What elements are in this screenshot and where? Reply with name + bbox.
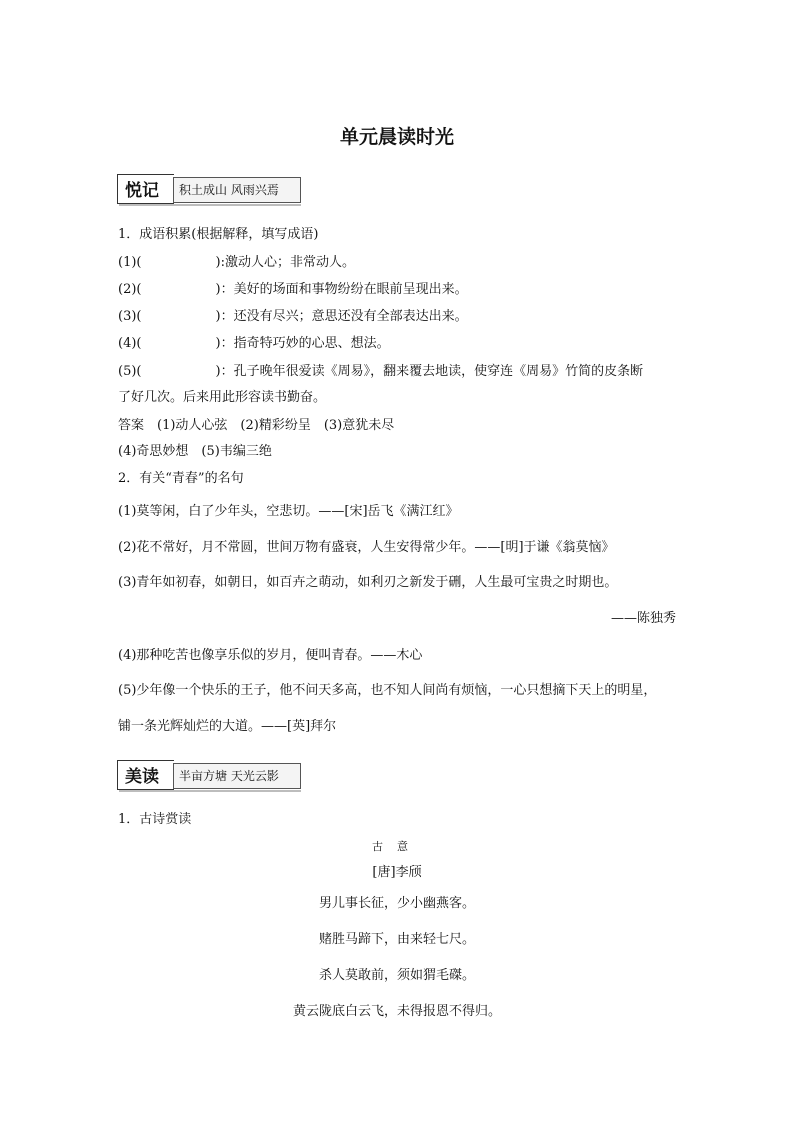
- poem-line: 男儿事长征，少小幽燕客。: [318, 896, 475, 911]
- section-banner-meidu: [117, 760, 303, 790]
- idiom-item: (1)( ):激动人心；非常动人。: [118, 255, 355, 270]
- idiom-item: (4)( )：指奇特巧妙的心思、想法。: [118, 336, 390, 351]
- quote-line: (2)花不常好，月不常圆，世间万物有盛衰，人生安得常少年。——[明]于谦《翁莫恼》: [118, 540, 615, 555]
- q2-heading: 2．有关“青春”的名句: [118, 471, 244, 486]
- idiom-item: (3)( )：还没有尽兴；意思还没有全部表达出来。: [118, 309, 468, 324]
- poem-line: 赌胜马蹄下，由来轻七尺。: [318, 932, 475, 947]
- idiom-item: (2)( )：美好的场面和事物纷纷在眼前呈现出来。: [118, 282, 468, 297]
- quote-line: (1)莫等闲，白了少年头，空悲切。——[宋]岳飞《满江红》: [118, 504, 459, 519]
- idiom-item-continuation: 了好几次。后来用此形容读书勤奋。: [118, 390, 327, 405]
- quote-line: 铺一条光辉灿烂的大道。——[英]拜尔: [118, 719, 337, 734]
- quote-line: (5)少年像一个快乐的王子，他不问天多高，也不知人间尚有烦恼，一心只想摘下天上的明星，: [118, 683, 657, 698]
- section-subtitle: 积土成山 风雨兴焉: [179, 183, 279, 197]
- quote-author: ——陈独秀: [610, 611, 676, 626]
- section-subtitle: 半亩方塘 天光云影: [179, 769, 279, 783]
- quote-line: (4)那种吃苦也像享乐似的岁月，便叫青春。——木心: [118, 648, 423, 663]
- idiom-item: (5)( )：孔子晚年很爱读《周易》，翻来覆去地读，使穿连《周易》竹简的皮条断: [118, 364, 644, 379]
- q1-heading: 1．成语积累(根据解释，填写成语): [118, 227, 319, 242]
- answer-line: (4)奇思妙想 (5)韦编三绝: [118, 444, 272, 459]
- poem-author: [唐]李颀: [372, 865, 422, 880]
- poem-line: 黄云陇底白云飞，未得报恩不得归。: [292, 1004, 501, 1019]
- section-banner-yueji: [117, 174, 303, 204]
- poem-title: 古意: [372, 840, 422, 853]
- section-key: 悦记: [125, 181, 159, 201]
- answer-line: 答案 (1)动人心弦 (2)精彩纷呈 (3)意犹未尽: [118, 418, 395, 433]
- section-key: 美读: [125, 767, 159, 787]
- quote-line: (3)青年如初春，如朝日，如百卉之萌动，如利刃之新发于硎，人生最可宝贵之时期也。: [118, 575, 618, 590]
- poem-line: 杀人莫敢前，须如猬毛磔。: [318, 968, 475, 983]
- q1-heading-poem: 1．古诗赏读: [118, 812, 192, 827]
- page-title: 单元晨读时光: [339, 126, 454, 148]
